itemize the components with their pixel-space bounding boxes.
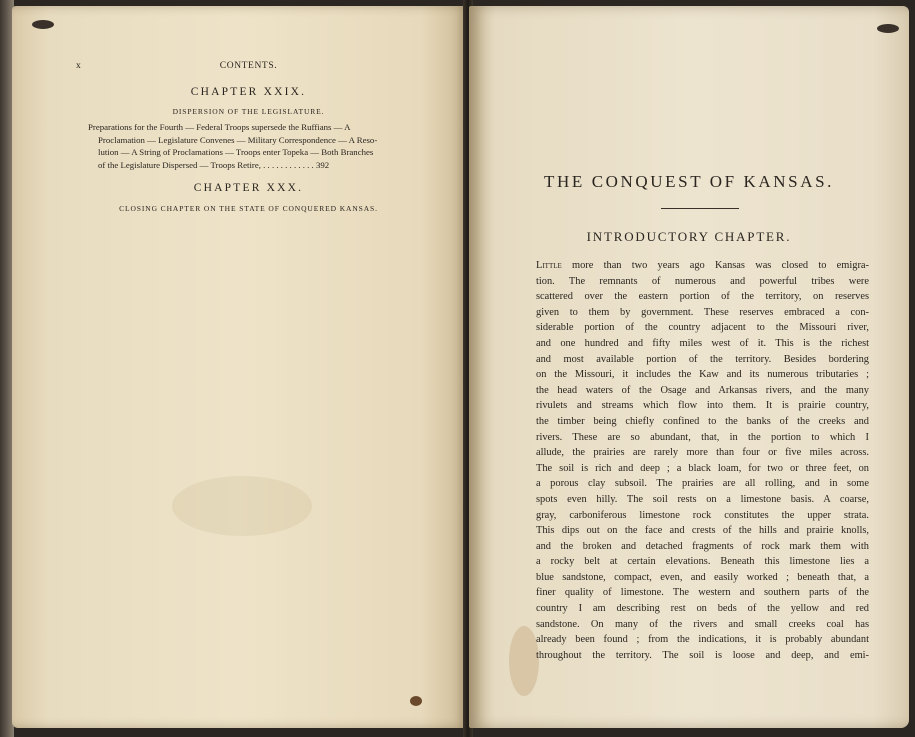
body-line: rivers. These are so abundant, that, in the portion to which I [536, 431, 869, 443]
paper-discoloration [172, 476, 312, 536]
body-line: and the broken and detached fragments of rock mark them with [536, 540, 869, 552]
chapter-29-summary [88, 121, 418, 171]
summary-line: lution — A String of Proclamations — Troops enter Topeka — Both Branches [98, 147, 374, 158]
body-line-first [536, 258, 869, 274]
chapter-30-title: CHAPTER XXX. [193, 182, 304, 194]
chapter-29-title: CHAPTER XXIX. [190, 86, 307, 98]
body-line: the head waters of the Osage and Arkansas rivers, and the many [536, 384, 869, 396]
chapter-30-subtitle: CLOSING CHAPTER ON THE STATE OF CONQUERED KANSAS. [119, 204, 378, 213]
body-line: The soil is rich and deep ; a black loam, for two or three feet, on [536, 462, 869, 474]
body-line: finer quality of limestone. The western and southern parts of the [536, 587, 869, 599]
running-head-title: CONTENTS. [219, 61, 278, 71]
body-line: tion. The remnants of numerous and powerful tribes were [536, 275, 869, 287]
body-line: and one hundred and fifty miles west of it. This is the richest [536, 337, 869, 349]
body-line: given to them by government. These reserves embraced a con- [536, 306, 869, 318]
page-number: x [76, 61, 82, 71]
body-line: on the Missouri, it includes the Kaw and its numerous tributaries ; [536, 369, 869, 381]
summary-line: Preparations for the Fourth — Federal Troops supersede the Ruffians — A [88, 122, 351, 132]
body-line: the timber being chiefly confined to the banks of the creeks and [536, 415, 869, 427]
page-hole [877, 24, 899, 33]
body-line: scattered over the eastern portion of the territory, on reserves [536, 291, 869, 303]
first-line-text: more than two years ago Kansas was closed to emigra- [561, 260, 869, 271]
summary-line: Proclamation — Legislature Convenes — Military Correspondence — A Reso- [98, 134, 378, 145]
body-line: sandstone. On many of the rivers and small creeks coal has [536, 618, 869, 630]
body-line: siderable portion of the country adjacent to the Missouri river, [536, 322, 869, 334]
body-line: a porous clay subsoil. The prairies are all rolling, and in some [536, 478, 869, 490]
water-stain [509, 626, 539, 696]
body-line: allude, the prairies are rarely more than four or five miles across. [536, 447, 869, 459]
body-line: rivulets and streams which flow into them. It is prairie country, [536, 400, 869, 412]
book-title: THE CONQUEST OF KANSAS. [544, 172, 834, 191]
title-rule [661, 208, 739, 209]
body-line: throughout the territory. The soil is loose and deep, and emi- [536, 649, 869, 661]
page-hole [32, 20, 54, 29]
drop-word: Little [536, 260, 562, 271]
chapter-29-subtitle: DISPERSION OF THE LEGISLATURE. [172, 107, 325, 116]
body-line: a rocky belt at certain elevations. Beneath this limestone lies a [536, 556, 869, 568]
body-line: gray, carboniferous limestone rock constitutes the upper strata. [536, 509, 869, 521]
summary-line: of the Legislature Dispersed — Troops Retire, . . . . . . . . . . . . 392 [98, 159, 330, 170]
chapter-title: INTRODUCTORY CHAPTER. [586, 229, 792, 244]
body-text [536, 258, 869, 663]
ink-stain [410, 696, 422, 706]
body-line: country I am describing rest on beds of the yellow and red [536, 603, 869, 615]
body-line: spots even hilly. The soil rests on a limestone basis. A coarse, [536, 493, 869, 505]
body-line: blue sandstone, compact, even, and easily worked ; beneath that, a [536, 571, 869, 583]
body-line: and most available portion of the territory. Besides bordering [536, 353, 869, 365]
body-line: already been found ; from the indications, it is probably abundant [536, 634, 869, 646]
body-line: This dips out on the face and crests of the hills and prairie knolls, [536, 525, 869, 537]
